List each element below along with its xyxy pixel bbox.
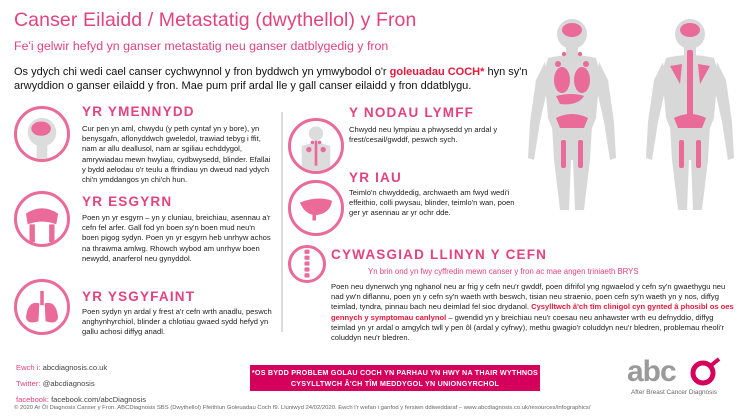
spinal-heading: CYWASGIAD LLINYN Y CEFN [331,247,548,262]
spinal-text-before: Poen neu dynerwch yng nghanol neu ar frig y cefn neu'r gwddf, poen difrifol yng ngwaelod y cefn sy'n gwaethygu neu nad yw'n diflannu, poen yn y cefn sy'n waeth wrth beswch, tisian neu straenio, poen cefn sy'n waeth yn y nos, diffyg teimlad, tyndra, pinnau bach neu deimlad fel sioc drydanol. [331,282,726,312]
nodes-circle [288,118,344,174]
bone-icon [17,194,67,244]
liver-circle [288,180,344,236]
intro-text-before: Os ydych chi wedi cael canser cychwynnol y fron byddwch yn ymwybodol o'r [14,66,390,78]
banner-line-1: *OS BYDD PROBLEM GOLAU COCH YN PARHAU YN HWY NA THAIR WYTHNOS [251,368,539,377]
logo-text: abc [627,355,676,388]
twitter-label: Twitter: [16,379,41,388]
brain-text: Cur pen yn aml, chwydu (y peth cyntaf yn y bore), yn benysgafn, aflonyddwch gweledol, trawiad tebyg i ffit, nam ar allu deallusol, nam ar sgiliau echddygol, amrywiadau mewn hwyliau, cydbwysedd, blinder. Efallai y bydd aelodau o'r teulu a ffrindiau yn dweud nad ydych chi'n ymddangos yn chi'ch hun. [82,124,271,185]
bones-text: Poen yn yr esgyrn – yn y cluniau, breichiau, asennau a'r cefn fel arfer. Gall fod yn boen sy'n boen mud neu'n boen pigog sydyn. Poen yn yr esgyrn heb unrhyw achos na thrawma amlwg. Rhowch wybod am unrhyw boen newydd, anarferol neu gynyddol. [82,213,271,263]
website-contact[interactable] [16,360,146,376]
twitter-value[interactable]: @abcdiagnosis [42,379,95,388]
body-figures-illustration [520,10,740,215]
intro-paragraph [14,66,529,93]
page-subtitle: Fe'i gelwir hefyd yn ganser metastatig neu ganser datblygedig y fron [14,39,389,53]
contacts-block [16,360,146,408]
website-value[interactable]: abcdiagnosis.co.uk [42,363,108,372]
lymph-nodes-icon [291,121,341,171]
spinal-text-urgent: Cysylltwch â'ch tîm clinigol cyn gynted â phosibl os oes gennych y symptomau canlynol [331,302,734,322]
brain-circle [14,106,70,162]
brain-heading: YR YMENNYDD [82,104,195,119]
spinal-text [331,282,736,343]
footer-copyright: © 2020 Ar Ôl Diagnosis Canser y Fron. ABCDiagnosis SBS (Dwythellol) Ffeithlun Goleuadau Coch f9. Lluniwyd 24/02/2020. Ewch i'r wefan i ganfod y fersiwn ddiweddaraf – www.abcdiagnosis.co.uk/resources/infographics/ [14,405,591,411]
spine-icon [291,248,323,280]
page-title: Canser Eilaidd / Metastatig (dwythellol) y Fron [14,9,417,31]
column-divider [281,112,283,332]
facebook-label: facebook: [16,395,49,404]
banner-line-2: CYSYLLTWCH Â'CH TÎM MEDDYGOL YN UNIONGYRCHOL [290,378,500,388]
lungs-circle [14,279,70,335]
bones-circle [14,191,70,247]
twitter-contact[interactable] [16,376,146,392]
lungs-icon [17,282,67,332]
facebook-value[interactable]: facebook.com/abcDiagnosis [51,395,147,404]
spinal-subheading: Yn brin ond yn fwy cyffredin mewn canser y fron ac mae angen triniaeth BRYS [368,267,639,276]
red-flags-highlight: goleuadau COCH* [389,66,485,78]
lungs-text: Poen sydyn yn ardal y frest a'r cefn wrth anadlu, peswch anghynhyrchiol, blinder a chlotiau gwaed sydd hefyd yn gallu achosi diffyg anadl. [82,307,272,337]
liver-text: Teimlo'n chwyddedig, archwaeth am fwyd wedi'i effeithio, colli pwysau, blinder, teimlo'n wan, poen ger yr asennau ar yr ochr dde. [349,188,515,218]
intro-text-after: hyn sy'n arwyddion o ganser eilaidd y fron. Mae pum prif ardal lle y gall canser eilaidd y fron ddatblygu. [14,66,528,92]
spinal-text-after: – gwendid yn y breichiau neu'r coesau neu anhawster wrth eu defnyddio, diffyg teimlad yn yr ardal o amgylch twll y pen ôl (ardal y cyfrwy), methu gwagio'r coluddyn neu'r bledren, problemau rheoli'r coluddyn neu'r bledren. [331,312,725,343]
lungs-heading: YR YSGYFAINT [82,289,196,304]
bones-heading: YR ESGYRN [82,194,173,209]
ribbon-icon [689,357,723,391]
liver-icon [291,183,341,233]
spine-circle [288,245,326,283]
brain-icon [17,109,67,159]
website-label: Ewch i: [16,363,41,372]
liver-heading: YR IAU [349,170,402,185]
nodes-text: Chwydd neu lympiau a phwysedd yn ardal y frest/cesail/gwddf, peswch sych. [349,125,498,145]
warning-banner [250,365,540,391]
logo-tagline: After Breast Cancer Diagnosis [631,389,717,396]
human-figures-icon [520,10,740,215]
abc-logo [627,355,737,405]
nodes-heading: Y NODAU LYMFF [349,105,475,120]
